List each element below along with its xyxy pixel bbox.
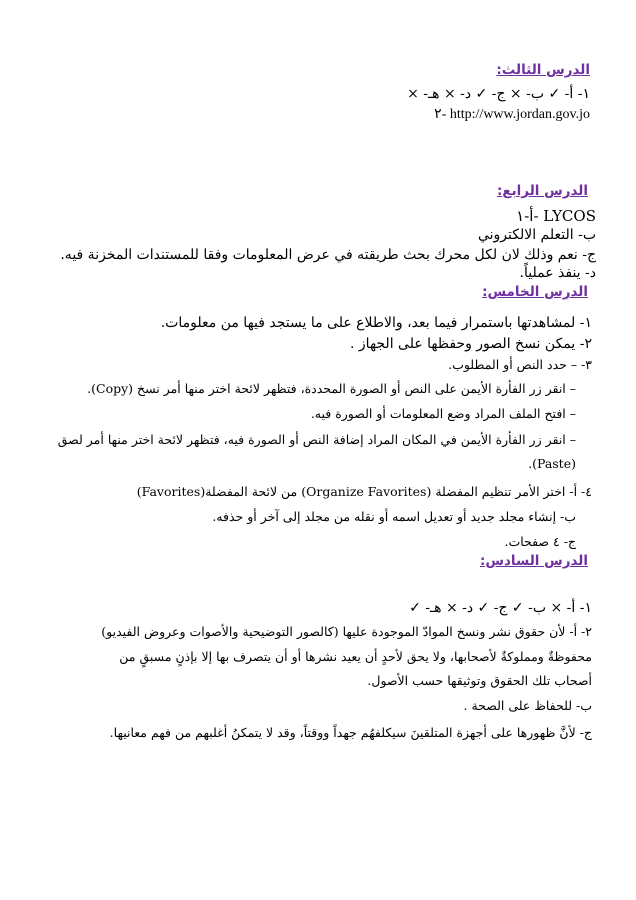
lesson5-answer-4a: ٤- أ- اختر الأمر تنظيم المفضلة (Organize Favorites) من لائحة المفضلة(Favorites)	[136, 484, 592, 499]
lesson6-answer-2b: ب- للحفاظ على الصحة .	[463, 698, 592, 713]
lesson5-step-3: – انقر زر الفأرة الأيمن في المكان المراد إضافة النص أو الصورة فيه، فتظهر لائحة اختر منها أمر لصق	[57, 432, 576, 447]
lesson5-heading: الدرس الخامس:	[482, 284, 588, 300]
lesson5-step-3-cont: (Paste).	[528, 456, 576, 471]
lesson5-answer-3: ٣- – حدد النص أو المطلوب.	[448, 357, 592, 372]
lesson5-answer-2: ٢- يمكن نسخ الصور وحفظها على الجهاز .	[350, 336, 592, 352]
lesson5-answer-1: ١- لمشاهدتها باستمرار فيما بعد، والاطلاع على ما يستجد فيها من معلومات.	[160, 315, 592, 331]
lesson5-answer-4b: ب- إنشاء مجلد جديد أو تعديل اسمه أو نقله من مجلد إلى آخر أو حذفه.	[212, 509, 576, 524]
lesson3-answer-2: http://www.jordan.gov.jo -٢	[434, 107, 590, 122]
lesson3-answer-1: ١- أ- ✓ ب- × ج- ✓ د- × هـ- ×	[407, 86, 590, 102]
lesson4-answer-1: LYCOS -أ-١	[516, 207, 596, 225]
lesson5-answer-4c: ج- ٤ صفحات.	[504, 534, 576, 549]
lesson5-step-2: – افتح الملف المراد وضع المعلومات أو الصورة فيه.	[310, 406, 576, 421]
lesson3-heading: الدرس الثالث:	[496, 62, 590, 78]
lesson6-answer-2a-cont1: محفوظةٌ ومملوكةٌ لأصحابها، ولا يحق لأحدٍ أن يعيد نشرها أو أن يتصرف بها إلا بإذنٍ مسبقٍ من	[119, 649, 592, 664]
lesson6-answer-2a-cont2: أصحاب تلك الحقوق وتوثيقها حسب الأصول.	[367, 673, 592, 688]
lesson4-answer-2: ب- التعلم الالكتروني	[477, 227, 596, 243]
lesson4-answer-4: د- ينفذ عملياً.	[519, 265, 596, 281]
lesson6-answer-2a: ٢- أ- لأن حقوق نشر ونسخ الموادّ الموجودة عليها (كالصور التوضيحية والأصوات وعروض الفيديو)	[101, 624, 592, 639]
lesson6-heading: الدرس السادس:	[479, 553, 588, 569]
lesson4-heading: الدرس الرابع:	[496, 183, 588, 199]
lesson6-answer-2c: ج- لأنَّ ظهورها على أجهزة المتلقينَ سيكلفهُم جهداً ووقتاً، وقد لا يتمكنُ أغلبهم من فهم معانيها.	[109, 725, 592, 740]
lesson5-step-1: – انقر زر الفأرة الأيمن على النص أو الصورة المحددة، فتظهر لائحة اختر منها أمر نسخ (Copy).	[87, 381, 576, 396]
lesson6-answer-1: ١- أ- × ب- ✓ ج- ✓ د- × هـ- ✓	[409, 600, 592, 616]
lesson4-answer-3: ج- نعم وذلك لان لكل محرك بحث طريقته في عرض المعلومات وفقا للمستندات المخزنة فيه.	[60, 247, 596, 263]
